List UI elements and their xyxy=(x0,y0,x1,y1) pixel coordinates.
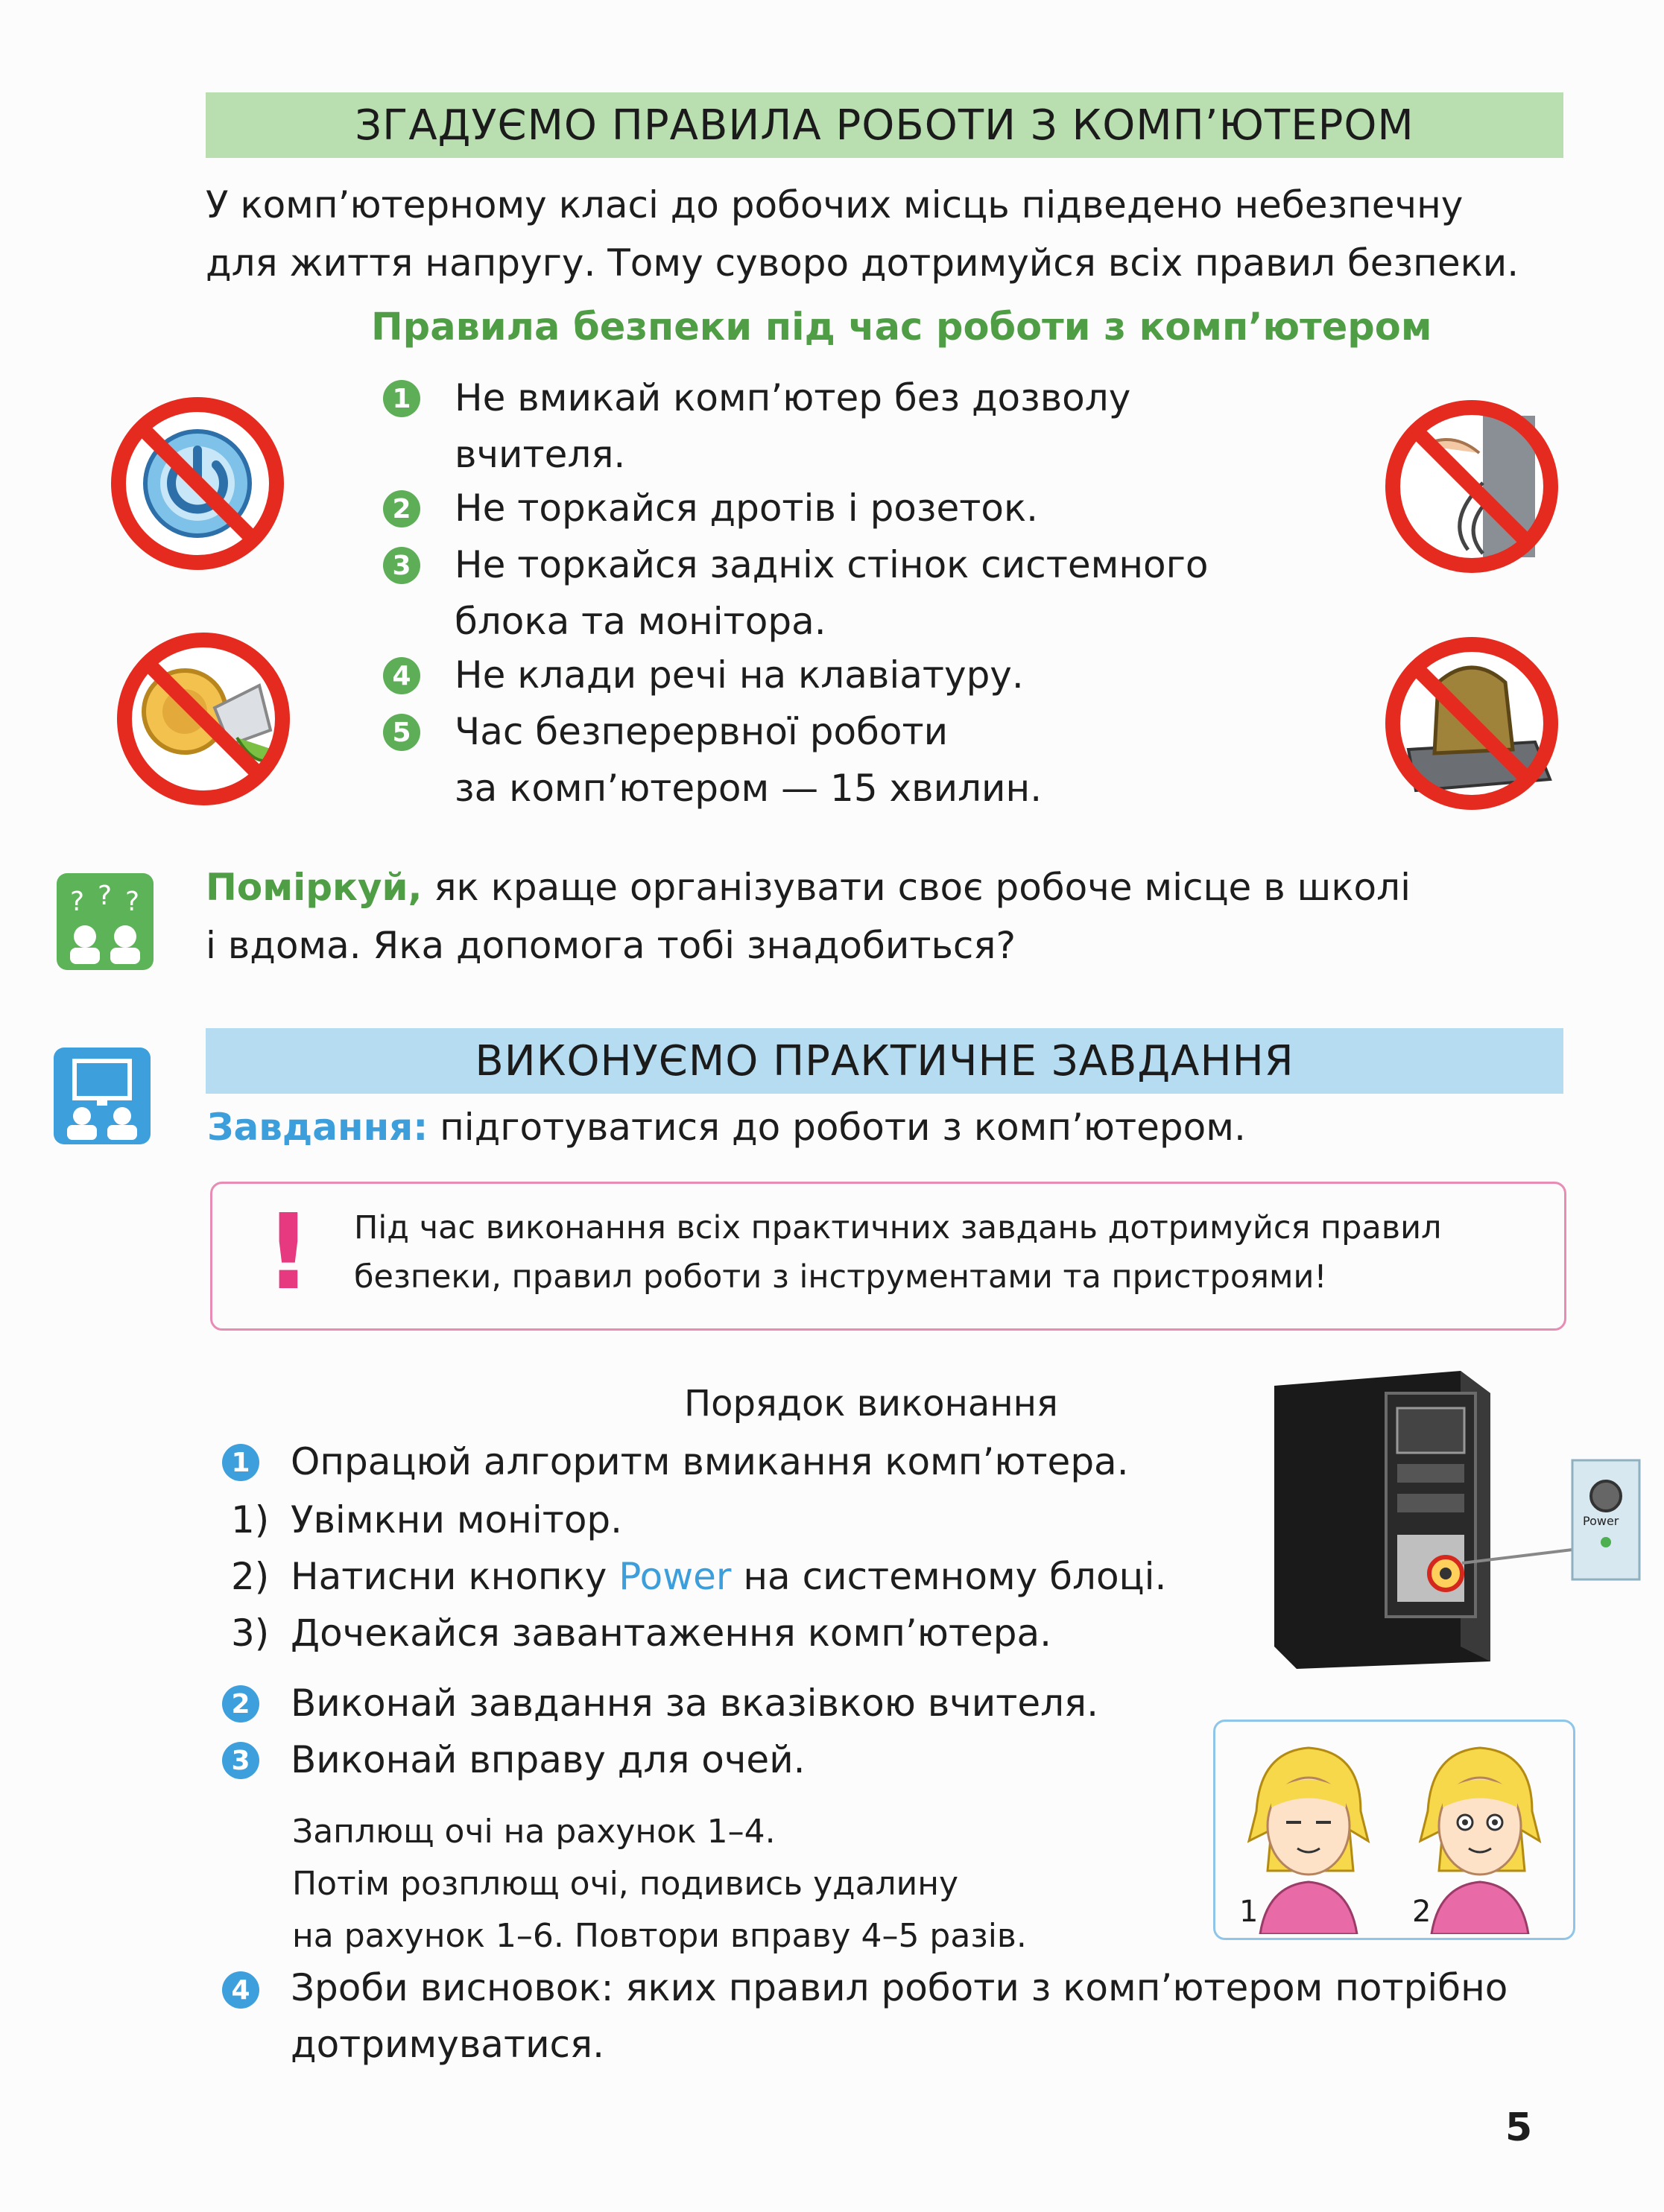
think-label: Поміркуй, xyxy=(206,866,423,909)
step-item: Опрацюй алгоритм вмикання комп’ютера. xyxy=(291,1440,1129,1483)
intro-line: для життя напругу. Тому суворо дотримуйся всіх правил безпеки. xyxy=(206,241,1519,285)
practical-task-icon xyxy=(54,1048,151,1144)
task-label: Завдання: xyxy=(207,1106,428,1149)
rule-number: 3 xyxy=(383,547,420,584)
step-item: Зроби висновок: яких правил роботи з комп’ютером потрібно дотримуватися. xyxy=(291,1966,1508,2066)
girl-closed-eyes-illustration xyxy=(1238,1737,1379,1934)
section-banner-rules xyxy=(206,92,1563,158)
step-number: 2 xyxy=(222,1685,259,1723)
think-paragraph: Поміркуй, як краще організувати своє робоче місце в школі і вдома. Яка допомога тобі знадобиться? xyxy=(206,866,1411,967)
think-icon xyxy=(57,873,154,970)
rule-number: 1 xyxy=(383,380,420,417)
power-word: Power xyxy=(619,1555,732,1598)
rule-item: Не торкайся дротів і розеток. xyxy=(455,487,1039,530)
no-touch-back-panel-icon xyxy=(1379,393,1565,580)
step-number: 1 xyxy=(222,1444,259,1481)
no-items-on-keyboard-icon xyxy=(1379,630,1565,817)
step-item: Виконай вправу для очей. xyxy=(291,1738,806,1781)
girl-label: 2 xyxy=(1412,1895,1432,1929)
intro-paragraph xyxy=(206,176,1569,292)
section-banner-practical xyxy=(206,1028,1563,1094)
warning-icon: ! xyxy=(265,1192,312,1313)
substep-item: Натисни кнопку Power на системному блоці. xyxy=(291,1555,1167,1598)
step-number: 3 xyxy=(222,1742,259,1779)
rule-item: Не вмикай комп’ютер без дозволу вчителя. xyxy=(455,376,1131,476)
svg-text:?: ? xyxy=(98,881,113,911)
substep-number: 1) xyxy=(231,1498,270,1541)
intro-line: У комп’ютерному класі до робочих місць підведено небезпечну xyxy=(206,183,1464,226)
girl-label: 1 xyxy=(1239,1895,1259,1929)
substep-item: Дочекайся завантаження комп’ютера. xyxy=(291,1612,1052,1655)
page-number: 5 xyxy=(1505,2105,1533,2150)
eye-exercise-illustration xyxy=(1213,1720,1575,1940)
rule-item: Час безперервної роботи за комп’ютером — 15 хвилин. xyxy=(455,710,1043,810)
task-line: Завдання: підготуватися до роботи з комп’ютером. xyxy=(207,1106,1246,1149)
rule-number: 5 xyxy=(383,714,420,751)
step-item: Виконай завдання за вказівкою вчителя. xyxy=(291,1682,1099,1725)
no-socket-icon xyxy=(110,626,297,812)
no-power-button-icon xyxy=(104,390,291,577)
substep-number: 3) xyxy=(231,1612,270,1655)
rule-number: 4 xyxy=(383,657,420,694)
section-title: ВИКОНУЄМО ПРАКТИЧНЕ ЗАВДАННЯ xyxy=(475,1036,1294,1086)
rules-heading: Правила безпеки під час роботи з комп’ютером xyxy=(371,305,1432,349)
safety-warning-box: ! Під час виконання всіх практичних завдань дотримуйся правил безпеки, правил роботи з інструментами та пристроями! xyxy=(210,1182,1566,1331)
eye-exercise-text: Заплющ очі на рахунок 1–4. Потім розплющ очі, подивись удалину на рахунок 1–6. Повтори вправу 4–5 разів. xyxy=(292,1813,1027,1955)
step-number: 4 xyxy=(222,1971,259,2009)
svg-text:?: ? xyxy=(125,887,140,917)
rule-item: Не клади речі на клавіатуру. xyxy=(455,653,1024,697)
power-button-label: Power xyxy=(1583,1514,1619,1528)
svg-text:?: ? xyxy=(70,887,85,917)
substep-number: 2) xyxy=(231,1555,270,1598)
substep-item: Увімкни монітор. xyxy=(291,1498,623,1541)
order-heading: Порядок виконання xyxy=(684,1383,1058,1425)
rule-item: Не торкайся задніх стінок системного блока та монітора. xyxy=(455,543,1209,643)
section-title: ЗГАДУЄМО ПРАВИЛА РОБОТИ З КОМП’ЮТЕРОМ xyxy=(355,101,1414,150)
rule-number: 2 xyxy=(383,490,420,527)
